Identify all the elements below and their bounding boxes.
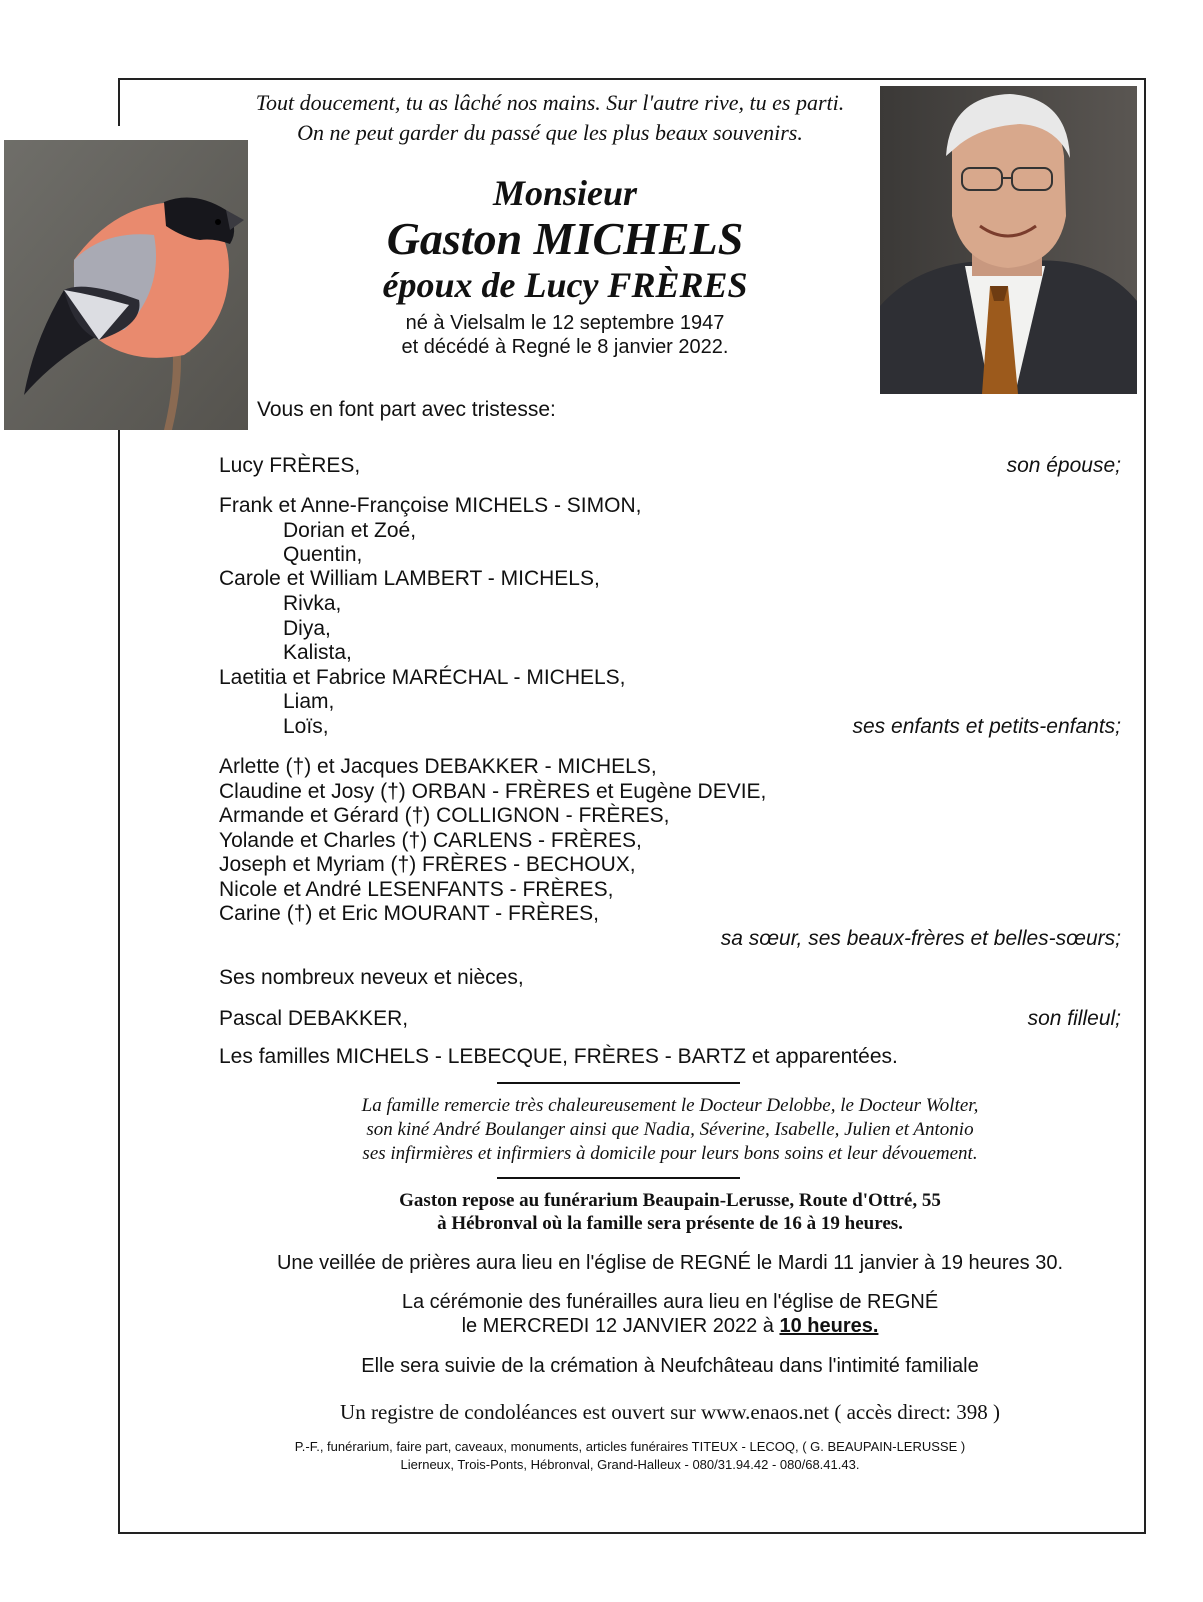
godson-name: Pascal DEBAKKER,	[219, 1007, 409, 1030]
deceased-name: Gaston MICHELS	[386, 213, 744, 264]
family-siblings-role: sa sœur, ses beaux-frères et belles-sœurs;	[720, 927, 1121, 950]
honorific: Monsieur	[492, 173, 638, 213]
ceremony-time: 10 heures.	[779, 1315, 879, 1337]
list-item: Diya,	[283, 617, 331, 640]
death-line: et décédé à Regné le 8 janvier 2022.	[401, 336, 729, 358]
list-item: Frank et Anne-Françoise MICHELS - SIMON,	[219, 494, 642, 517]
thanks-line-2: son kiné André Boulanger ainsi que Nadia, Séverine, Isabelle, Julien et Antonio	[366, 1119, 974, 1140]
epigraph-line-1: Tout doucement, tu as lâché nos mains. Sur l'autre rive, tu es parti.	[255, 90, 845, 115]
list-item: Carine (†) et Eric MOURANT - FRÈRES,	[219, 902, 599, 925]
vigil-line: Une veillée de prières aura lieu en l'église de REGNÉ le Mardi 11 janvier à 19 heures 30.	[276, 1252, 1064, 1274]
godson-role: son filleul;	[1027, 1007, 1121, 1030]
portrait-photo	[880, 86, 1137, 394]
ceremony-date: le MERCREDI 12 JANVIER 2022 à	[461, 1315, 774, 1337]
thanks-line-1: La famille remercie très chaleureusement le Docteur Delobbe, le Docteur Wolter,	[361, 1095, 979, 1116]
list-item: Liam,	[283, 690, 335, 713]
spouse-line: époux de Lucy FRÈRES	[382, 265, 748, 305]
nephews-line: Ses nombreux neveux et nièces,	[219, 966, 524, 989]
list-item: Carole et William LAMBERT - MICHELS,	[219, 567, 600, 590]
rest-line-1: Gaston repose au funérarium Beaupain-Lerusse, Route d'Ottré, 55	[399, 1190, 941, 1211]
birth-line: né à Vielsalm le 12 septembre 1947	[405, 312, 725, 334]
list-item: Arlette (†) et Jacques DEBAKKER - MICHELS,	[219, 755, 657, 778]
footer-line-2: Lierneux, Trois-Ponts, Hébronval, Grand-Halleux - 080/31.94.42 - 080/68.41.43.	[400, 1457, 860, 1472]
condolences-line: Un registre de condoléances est ouvert sur www.enaos.net ( accès direct: 398 )	[340, 1400, 1000, 1424]
list-item: Loïs,	[283, 715, 329, 738]
list-item: Quentin,	[283, 543, 363, 566]
card-border-left-top	[118, 78, 120, 126]
families-line: Les familles MICHELS - LEBECQUE, FRÈRES - BARTZ et apparentées.	[219, 1045, 898, 1068]
family-spouse-role: son épouse;	[1006, 454, 1121, 477]
announcement: Vous en font part avec tristesse:	[257, 398, 556, 421]
list-item: Rivka,	[283, 592, 342, 615]
list-item: Nicole et André LESENFANTS - FRÈRES,	[219, 878, 614, 901]
bullfinch-photo	[4, 140, 248, 430]
rest-line-2: à Hébronval où la famille sera présente de 16 à 19 heures.	[437, 1213, 903, 1234]
family-spouse-name: Lucy FRÈRES,	[219, 454, 361, 477]
thanks-line-3: ses infirmières et infirmiers à domicile pour leurs bons soins et leur dévouement.	[362, 1143, 978, 1164]
epigraph-line-2: On ne peut garder du passé que les plus beaux souvenirs.	[297, 120, 803, 145]
list-item: Armande et Gérard (†) COLLIGNON - FRÈRES,	[219, 804, 670, 827]
list-item: Laetitia et Fabrice MARÉCHAL - MICHELS,	[219, 666, 626, 689]
list-item: Claudine et Josy (†) ORBAN - FRÈRES et Eugène DEVIE,	[219, 780, 767, 803]
list-item: Dorian et Zoé,	[283, 519, 417, 542]
divider-bottom	[497, 1177, 740, 1179]
list-item: Joseph et Myriam (†) FRÈRES - BECHOUX,	[219, 853, 636, 876]
list-item: Kalista,	[283, 641, 352, 664]
ceremony-line-2	[120, 1315, 1203, 1338]
list-item: Yolande et Charles (†) CARLENS - FRÈRES,	[219, 829, 642, 852]
footer-line-1: P.-F., funérarium, faire part, caveaux, monuments, articles funéraires TITEUX - LECOQ, ( G. BEAUPAIN-LERUSSE )	[294, 1439, 966, 1454]
ceremony-line-1: La cérémonie des funérailles aura lieu en l'église de REGNÉ	[401, 1291, 939, 1313]
cremation-line: Elle sera suivie de la crémation à Neufchâteau dans l'intimité familiale	[361, 1355, 979, 1377]
divider-top	[497, 1082, 740, 1084]
family-children-role: ses enfants et petits-enfants;	[852, 715, 1121, 738]
